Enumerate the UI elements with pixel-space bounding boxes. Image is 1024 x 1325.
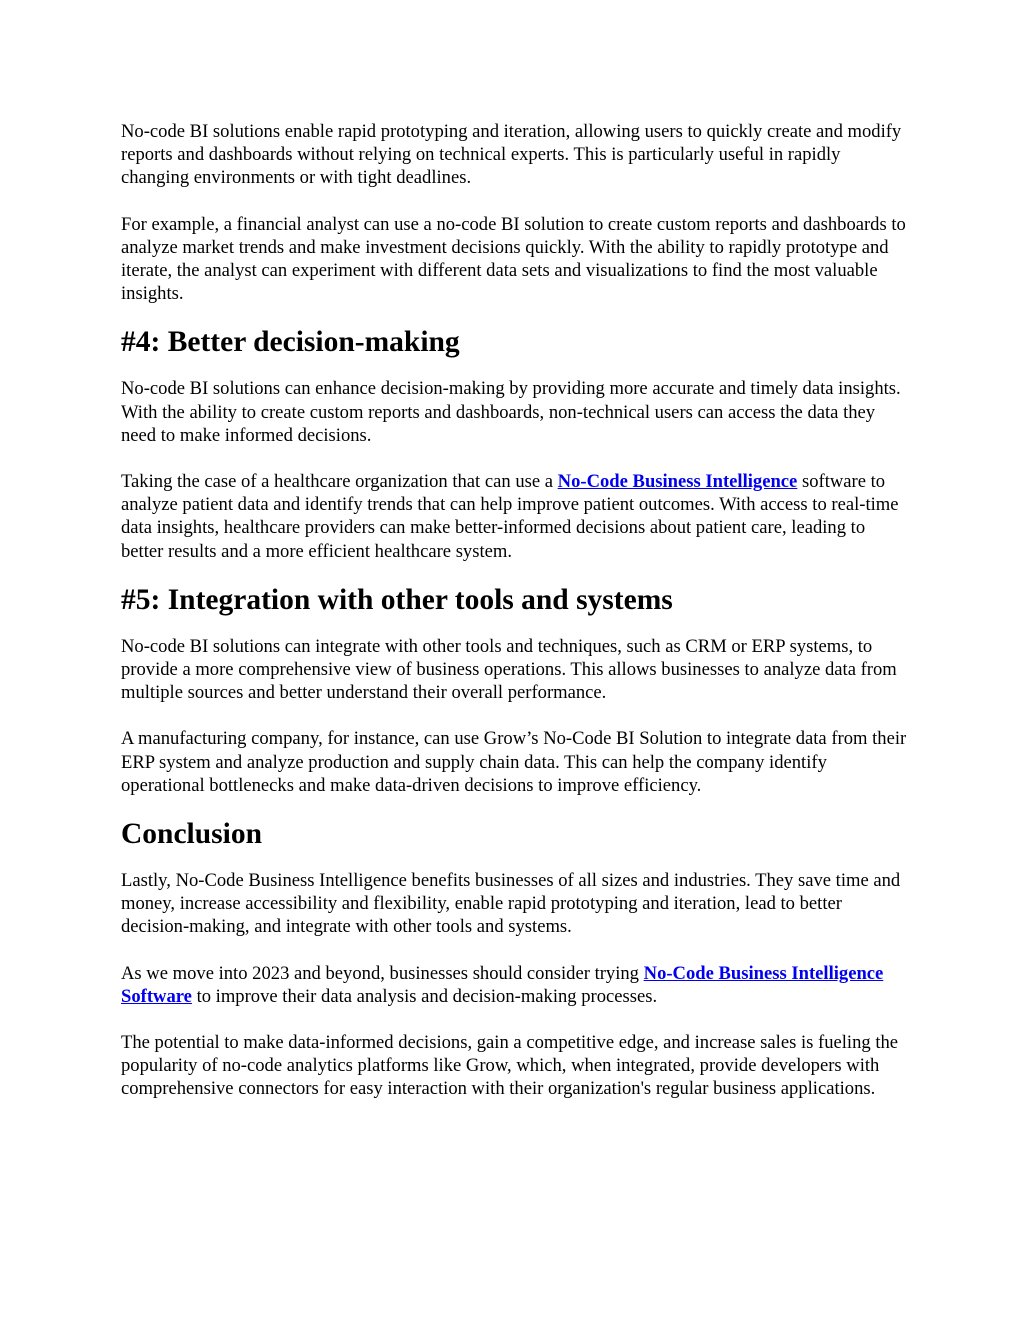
section-4-paragraph-1: No-code BI solutions can enhance decision-making by providing more accurate and timely data insights. With the ability to create custom reports and dashboards, non-technical users can access the data they need to make informed decisions. xyxy=(121,378,901,446)
no-code-bi-software-link[interactable]: No-Code Business Intelligence Software xyxy=(121,962,884,1007)
document-page xyxy=(121,120,911,1101)
section-5-paragraph-1: No-code BI solutions can integrate with other tools and techniques, such as CRM or ERP systems, to provide a more comprehensive view of business operations. This allows businesses to analyze data from multiple sources and better understand their overall performance. xyxy=(121,635,897,704)
section-4-heading: #4: Better decision-making xyxy=(121,326,460,359)
intro-paragraph-1: No-code BI solutions enable rapid prototyping and iteration, allowing users to quickly create and modify reports and dashboards without relying on technical experts. This is particularly useful in rapidly changing environments or with tight deadlines. xyxy=(121,121,902,189)
no-code-bi-link[interactable]: No-Code Business Intelligence xyxy=(557,471,798,493)
section-4-paragraph-2 xyxy=(121,470,911,563)
conclusion-paragraph-2 xyxy=(121,962,911,1008)
conclusion-heading: Conclusion xyxy=(121,818,262,851)
section-5-paragraph-2: A manufacturing company, for instance, can use Grow’s No-Code BI Solution to integrate data from their ERP system and analyze production and supply chain data. This can help the company identify operational bottlenecks and make data-driven decisions to improve efficiency. xyxy=(121,728,907,796)
conclusion-text-before-link: As we move into 2023 and beyond, businesses should consider trying xyxy=(121,962,644,984)
section-5-heading: #5: Integration with other tools and systems xyxy=(121,583,673,616)
conclusion-text-after-link: to improve their data analysis and decision-making processes. xyxy=(191,985,658,1007)
section-4-text-before-link: Taking the case of a healthcare organization that can use a xyxy=(121,471,558,493)
intro-paragraph-2: For example, a financial analyst can use a no-code BI solution to create custom reports and dashboards to analyze market trends and make investment decisions quickly. With the ability to rapidly prototype and iterate, the analyst can experiment with different data sets and visualizations to find the most valuable insights. xyxy=(121,213,906,305)
conclusion-paragraph-3: The potential to make data-informed decisions, gain a competitive edge, and increase sales is fueling the popularity of no-code analytics platforms like Grow, which, when integrated, provide developers with comprehensive connectors for easy interaction with their organization's regular business applications. xyxy=(121,1032,899,1100)
conclusion-paragraph-1: Lastly, No-Code Business Intelligence benefits businesses of all sizes and industries. They save time and money, increase accessibility and flexibility, enable rapid prototyping and iteration, lead to better decision-making, and integrate with other tools and systems. xyxy=(121,870,901,938)
section-4-text-after-link: software to analyze patient data and identify trends that can help improve patient outcomes. With access to real-time data insights, healthcare providers can make better-informed decisions about patient care, leading to better results and a more efficient healthcare system. xyxy=(121,471,899,562)
